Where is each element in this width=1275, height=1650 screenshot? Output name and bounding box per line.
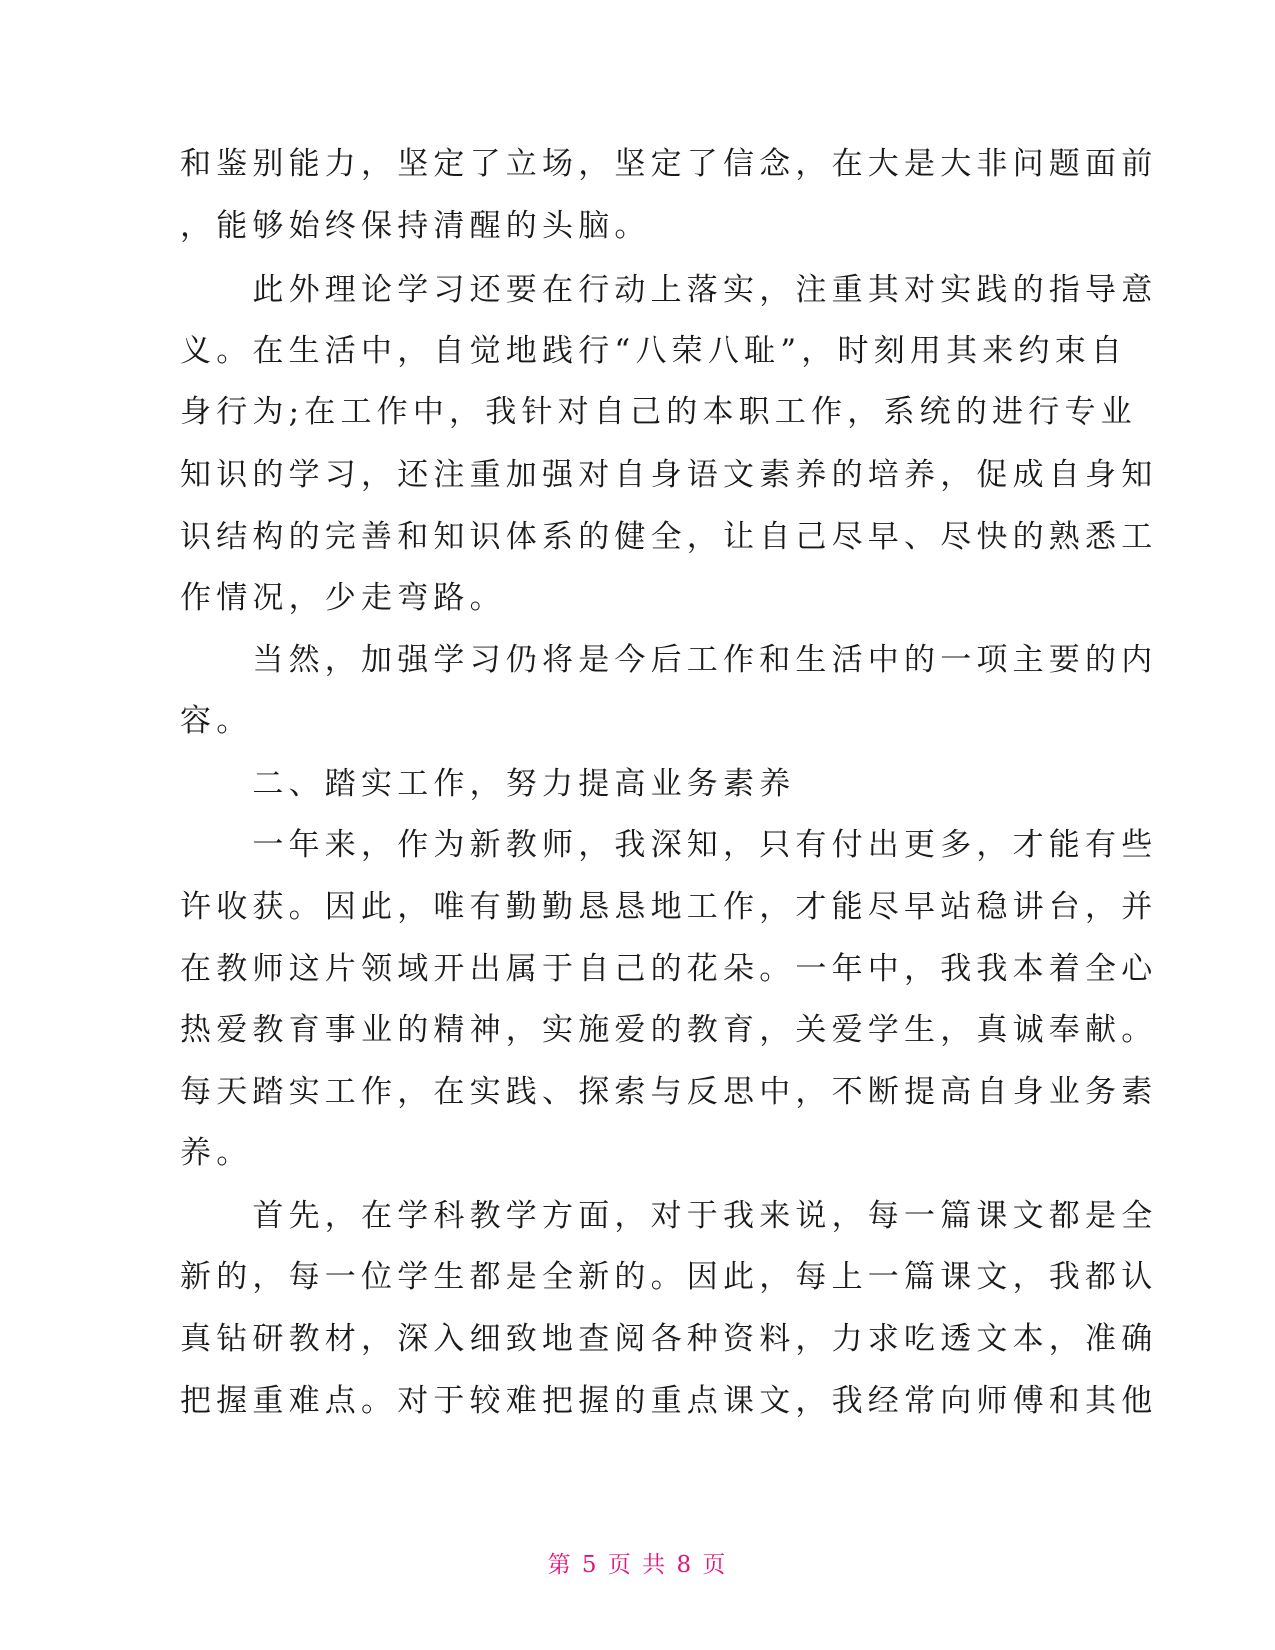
text-line: 把握重难点。对于较难把握的重点课文，我经常向师傅和其他 — [180, 1383, 1158, 1419]
section-heading: 二、踏实工作，努力提高业务素养 — [180, 766, 796, 802]
text-line: 热爱教育事业的精神，实施爱的教育，关爱学生，真诚奉献。 — [180, 1012, 1158, 1048]
text-line: 容。 — [180, 703, 253, 739]
text-line: 和鉴别能力，坚定了立场，坚定了信念，在大是大非问题面前 — [180, 146, 1158, 182]
text-line: 当然，加强学习仍将是今后工作和生活中的一项主要的内 — [180, 642, 1158, 678]
text-line: 作情况，少走弯路。 — [180, 580, 506, 616]
text-line: ，能够始终保持清醒的头脑。 — [180, 208, 651, 244]
text-line: 识结构的完善和知识体系的健全，让自己尽早、尽快的熟悉工 — [180, 519, 1158, 555]
text-line: 真钻研教材，深入细致地查阅各种资料，力求吃透文本，准确 — [180, 1321, 1158, 1357]
text-line: 义。在生活中，自觉地践行“八荣八耻”，时刻用其来约束自 — [180, 333, 1128, 369]
text-line: 知识的学习，还注重加强对自身语文素养的培养，促成自身知 — [180, 457, 1158, 493]
text-line: 首先，在学科教学方面，对于我来说，每一篇课文都是全 — [180, 1198, 1158, 1234]
text-line: 每天踏实工作，在实践、探索与反思中，不断提高自身业务素 — [180, 1074, 1158, 1110]
text-line: 一年来，作为新教师，我深知，只有付出更多，才能有些 — [180, 827, 1158, 863]
text-line: 此外理论学习还要在行动上落实，注重其对实践的指导意 — [180, 272, 1158, 308]
text-line: 养。 — [180, 1135, 253, 1171]
text-line: 许收获。因此，唯有勤勤恳恳地工作，才能尽早站稳讲台，并 — [180, 889, 1158, 925]
text-line: 新的，每一位学生都是全新的。因此，每上一篇课文，我都认 — [180, 1259, 1158, 1295]
text-line: 身行为;在工作中，我针对自己的本职工作，系统的进行专业 — [180, 394, 1137, 430]
text-line: 在教师这片领域开出属于自己的花朵。一年中，我我本着全心 — [180, 951, 1158, 987]
page-number-footer: 第 5 页 共 8 页 — [547, 1552, 728, 1578]
